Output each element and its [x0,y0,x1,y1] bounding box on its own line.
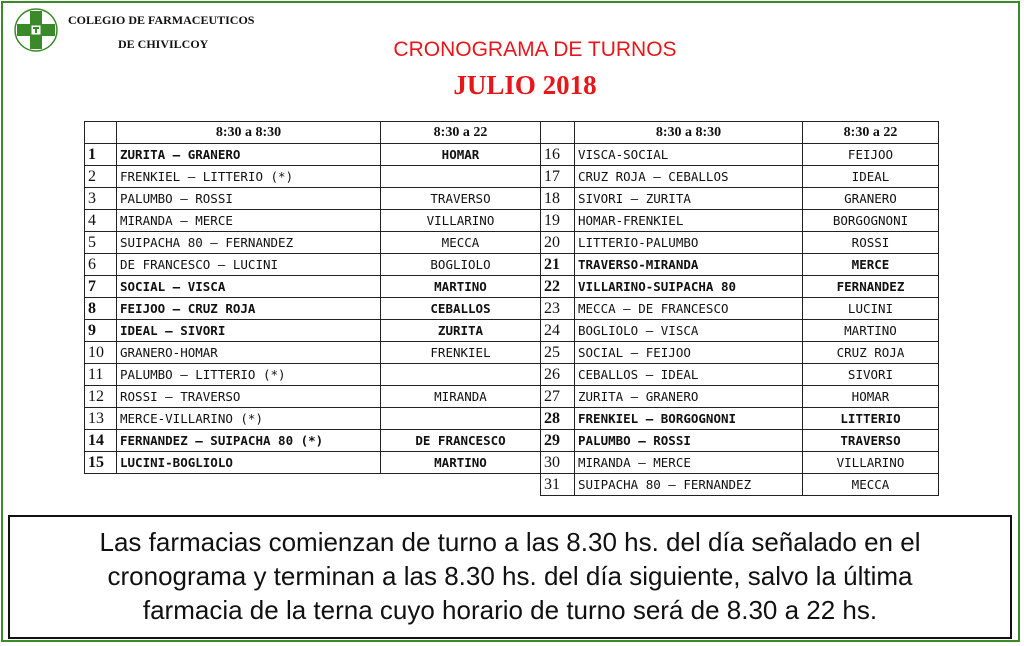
day-cell: 8 [85,298,117,320]
day-cell: 3 [85,188,117,210]
table-row [541,320,939,342]
day-cell: 7 [85,276,117,298]
table-row [541,430,939,452]
late-shift-cell: BOGLIOLO [381,254,541,276]
table-row [541,188,939,210]
late-shift-cell: MIRANDA [381,386,541,408]
pharmacy-pair-cell: VILLARINO-SUIPACHA 80 [575,276,803,298]
late-shift-cell [381,364,541,386]
day-cell: 17 [541,166,575,188]
day-cell: 4 [85,210,117,232]
late-shift-cell: MECCA [381,232,541,254]
late-shift-cell: CRUZ ROJA [803,342,939,364]
pharmacy-pair-cell: MECCA – DE FRANCESCO [575,298,803,320]
table-header-row [541,122,939,144]
pharmacy-pair-cell: ZURITA – GRANERO [117,144,381,166]
late-shift-cell: TRAVERSO [803,430,939,452]
table-row [541,364,939,386]
late-shift-cell: MERCE [803,254,939,276]
note-line-3: farmacia de la terna cuyo horario de turno será de 8.30 a 22 hs. [142,595,878,625]
pharmacy-pair-cell: PALUMBO – ROSSI [575,430,803,452]
header-col1: 8:30 a 8:30 [575,122,803,144]
day-cell: 25 [541,342,575,364]
header-day [541,122,575,144]
pharmacy-pair-cell: BOGLIOLO – VISCA [575,320,803,342]
table-row [541,474,939,496]
late-shift-cell: HOMAR [803,386,939,408]
table-row [541,144,939,166]
late-shift-cell: FERNANDEZ [803,276,939,298]
day-cell: 31 [541,474,575,496]
day-cell: 12 [85,386,117,408]
late-shift-cell: HOMAR [381,144,541,166]
day-cell: 11 [85,364,117,386]
late-shift-cell: FRENKIEL [381,342,541,364]
pharmacy-pair-cell: FRENKIEL – LITTERIO (*) [117,166,381,188]
late-shift-cell: MECCA [803,474,939,496]
day-cell: 23 [541,298,575,320]
late-shift-cell [381,166,541,188]
day-cell: 19 [541,210,575,232]
pharmacy-pair-cell: CRUZ ROJA – CEBALLOS [575,166,803,188]
day-cell: 26 [541,364,575,386]
day-cell: 18 [541,188,575,210]
day-cell: 27 [541,386,575,408]
day-cell: 13 [85,408,117,430]
pharmacy-pair-cell: PALUMBO – ROSSI [117,188,381,210]
table-row [85,232,541,254]
page-title: CRONOGRAMA DE TURNOS [393,38,677,61]
pharmacy-pair-cell: MIRANDA – MERCE [575,452,803,474]
org-city: DE CHIVILCOY [118,37,209,51]
table-row [541,276,939,298]
table-row [541,254,939,276]
day-cell: 15 [85,452,117,474]
table-row [541,452,939,474]
day-cell: 5 [85,232,117,254]
header-col1: 8:30 a 8:30 [117,122,381,144]
note-line-2: cronograma y terminan a las 8.30 hs. del día siguiente, salvo la última [107,561,913,591]
pharmacy-pair-cell: FERNANDEZ – SUIPACHA 80 (*) [117,430,381,452]
pharmacy-pair-cell: ZURITA – GRANERO [575,386,803,408]
day-cell: 2 [85,166,117,188]
table-row [85,188,541,210]
day-cell: 21 [541,254,575,276]
schedule-table-left [84,121,541,474]
late-shift-cell: IDEAL [803,166,939,188]
pharmacy-pair-cell: GRANERO-HOMAR [117,342,381,364]
day-cell: 6 [85,254,117,276]
pharmacy-pair-cell: VISCA-SOCIAL [575,144,803,166]
table-row [541,298,939,320]
pharmacy-pair-cell: MIRANDA – MERCE [117,210,381,232]
table-row [85,276,541,298]
late-shift-cell: MARTINO [381,452,541,474]
late-shift-cell: GRANERO [803,188,939,210]
header-col2: 8:30 a 22 [381,122,541,144]
table-row [85,342,541,364]
late-shift-cell: LUCINI [803,298,939,320]
day-cell: 29 [541,430,575,452]
table-row [85,210,541,232]
table-row [85,408,541,430]
table-row [541,210,939,232]
pharmacy-pair-cell: SUIPACHA 80 – FERNANDEZ [117,232,381,254]
pharmacy-pair-cell: FRENKIEL – BORGOGNONI [575,408,803,430]
table-row [85,298,541,320]
late-shift-cell: DE FRANCESCO [381,430,541,452]
table-row [85,144,541,166]
table-header-row [85,122,541,144]
late-shift-cell: MARTINO [381,276,541,298]
schedule-table-right [540,121,939,496]
table-row [85,364,541,386]
day-cell: 22 [541,276,575,298]
table-row [541,408,939,430]
header-day [85,122,117,144]
late-shift-cell: BORGOGNONI [803,210,939,232]
late-shift-cell: ROSSI [803,232,939,254]
table-row [541,166,939,188]
late-shift-cell: LITTERIO [803,408,939,430]
table-row [85,452,541,474]
table-row [541,232,939,254]
late-shift-cell: MARTINO [803,320,939,342]
day-cell: 1 [85,144,117,166]
pharmacy-pair-cell: LUCINI-BOGLIOLO [117,452,381,474]
table-row [85,254,541,276]
late-shift-cell: ZURITA [381,320,541,342]
table-row [541,342,939,364]
table-row [85,320,541,342]
late-shift-cell [381,408,541,430]
day-cell: 9 [85,320,117,342]
day-cell: 20 [541,232,575,254]
table-row [541,386,939,408]
day-cell: 10 [85,342,117,364]
pharmacy-pair-cell: SIVORI – ZURITA [575,188,803,210]
pharmacy-pair-cell: LITTERIO-PALUMBO [575,232,803,254]
pharmacy-pair-cell: PALUMBO – LITTERIO (*) [117,364,381,386]
pharmacy-pair-cell: SUIPACHA 80 – FERNANDEZ [575,474,803,496]
pharmacy-pair-cell: SOCIAL – FEIJOO [575,342,803,364]
pharmacy-pair-cell: IDEAL – SIVORI [117,320,381,342]
header-col2: 8:30 a 22 [803,122,939,144]
pharmacy-pair-cell: DE FRANCESCO – LUCINI [117,254,381,276]
pharmacy-pair-cell: HOMAR-FRENKIEL [575,210,803,232]
day-cell: 30 [541,452,575,474]
day-cell: 14 [85,430,117,452]
pharmacy-pair-cell: ROSSI – TRAVERSO [117,386,381,408]
pharmacy-pair-cell: SOCIAL – VISCA [117,276,381,298]
late-shift-cell: VILLARINO [803,452,939,474]
org-name: COLEGIO DE FARMACEUTICOS [68,13,255,27]
day-cell: 16 [541,144,575,166]
late-shift-cell: TRAVERSO [381,188,541,210]
late-shift-cell: VILLARINO [381,210,541,232]
day-cell: 28 [541,408,575,430]
late-shift-cell: CEBALLOS [381,298,541,320]
schedule-note [8,515,1012,639]
pharmacy-pair-cell: FEIJOO – CRUZ ROJA [117,298,381,320]
table-row [85,430,541,452]
late-shift-cell: FEIJOO [803,144,939,166]
month-title: JULIO 2018 [453,70,597,100]
pharmacy-pair-cell: TRAVERSO-MIRANDA [575,254,803,276]
note-line-1: Las farmacias comienzan de turno a las 8.30 hs. del día señalado en el [99,527,921,557]
table-row [85,386,541,408]
pharmacy-pair-cell: CEBALLOS – IDEAL [575,364,803,386]
table-row [85,166,541,188]
pharmacy-pair-cell: MERCE-VILLARINO (*) [117,408,381,430]
day-cell: 24 [541,320,575,342]
late-shift-cell: SIVORI [803,364,939,386]
